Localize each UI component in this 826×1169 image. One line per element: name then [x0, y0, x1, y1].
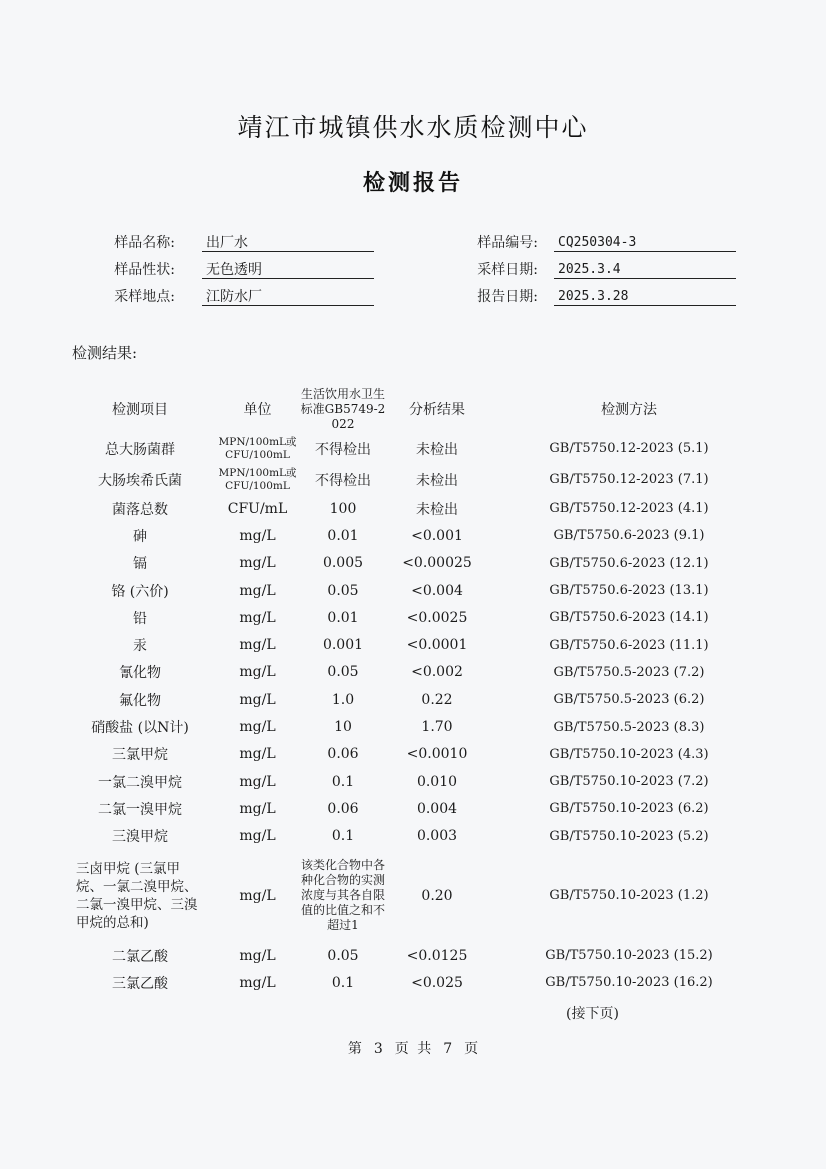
- row-standard: 0.1: [331, 828, 355, 845]
- row-method: GB/T5750.10-2023 (16.2): [545, 975, 713, 991]
- row-item: 大肠埃希氏菌: [98, 472, 182, 489]
- row-unit: mg/L: [239, 800, 276, 817]
- row-standard: 0.01: [327, 527, 359, 544]
- row-method: GB/T5750.6-2023 (11.1): [549, 637, 709, 653]
- row-standard: 0.1: [331, 773, 355, 790]
- row-item: 砷: [133, 528, 147, 545]
- row-item: 汞: [133, 638, 147, 655]
- sample-id-value: CQ250304-3: [554, 233, 736, 252]
- row-method: GB/T5750.5-2023 (8.3): [553, 719, 705, 735]
- row-standard: 0.001: [322, 637, 364, 654]
- row-result: <0.002: [411, 664, 463, 681]
- header-method: 检测方法: [601, 402, 657, 418]
- row-method: GB/T5750.6-2023 (13.1): [549, 583, 709, 599]
- row-unit: mg/L: [239, 637, 276, 654]
- results-section-label: 检测结果:: [72, 344, 138, 362]
- sample-state-value: 无色透明: [202, 260, 374, 279]
- row-result: 0.010: [416, 773, 458, 790]
- table-row: [70, 686, 770, 713]
- table-row: [70, 713, 770, 740]
- table-row: [70, 577, 770, 604]
- row-method: GB/T5750.12-2023 (7.1): [549, 472, 709, 487]
- row-result: <0.00025: [402, 555, 472, 572]
- sample-name-label: 样品名称:: [114, 235, 175, 251]
- sampling-date-label: 采样日期:: [477, 262, 538, 278]
- row-unit: mg/L: [239, 773, 276, 790]
- row-item: 硝酸盐 (以N计): [91, 720, 189, 737]
- row-standard: 0.1: [331, 974, 355, 991]
- sampling-date-value: 2025.3.4: [554, 260, 736, 279]
- row-result: <0.0025: [406, 609, 468, 626]
- row-unit: mg/L: [239, 691, 276, 708]
- table-row: [70, 850, 770, 942]
- row-item: 三氯甲烷: [112, 747, 168, 764]
- row-method: GB/T5750.10-2023 (6.2): [549, 801, 709, 817]
- table-row: [70, 631, 770, 658]
- row-standard: 100: [329, 500, 357, 517]
- row-method: GB/T5750.10-2023 (5.2): [549, 828, 709, 844]
- row-unit: mg/L: [239, 974, 276, 991]
- page-current: 3: [373, 1041, 383, 1057]
- row-item: 三氯乙酸: [112, 975, 168, 992]
- row-standard: 不得检出: [315, 441, 371, 458]
- header-unit: 单位: [243, 402, 272, 418]
- row-unit: mg/L: [239, 887, 276, 904]
- row-unit: mg/L: [239, 719, 276, 736]
- row-result: 0.22: [421, 691, 453, 708]
- row-result: 1.70: [421, 719, 453, 736]
- row-result: <0.004: [411, 582, 463, 599]
- table-row: [70, 795, 770, 822]
- row-item: 氰化物: [119, 665, 161, 682]
- page-mid: 页 共: [394, 1041, 432, 1057]
- row-result: <0.025: [411, 974, 463, 991]
- row-unit: mg/L: [239, 828, 276, 845]
- row-result: 未检出: [416, 472, 458, 489]
- row-standard: 0.06: [327, 746, 359, 763]
- row-standard: 1.0: [331, 691, 355, 708]
- row-method: GB/T5750.5-2023 (7.2): [553, 664, 705, 680]
- page-total: 7: [443, 1041, 453, 1057]
- page-suffix: 页: [464, 1041, 479, 1057]
- row-item: [70, 850, 210, 942]
- row-standard: 10: [334, 719, 352, 736]
- table-row: [70, 604, 770, 631]
- table-row: [70, 433, 770, 464]
- row-unit: mg/L: [239, 746, 276, 763]
- header-result: 分析结果: [409, 402, 465, 418]
- table-row: [70, 942, 770, 969]
- row-method: GB/T5750.10-2023 (7.2): [549, 774, 709, 790]
- row-unit: mg/L: [239, 664, 276, 681]
- page-prefix: 第: [347, 1041, 362, 1057]
- table-row: [70, 659, 770, 686]
- table-row: [70, 522, 770, 549]
- row-standard: 0.005: [322, 555, 364, 572]
- organization-title: 靖江市城镇供水水质检测中心: [237, 113, 589, 142]
- row-result: <0.001: [411, 527, 463, 544]
- row-item: 二氯一溴甲烷: [98, 801, 182, 818]
- row-standard: 0.05: [327, 582, 359, 599]
- row-unit: mg/L: [239, 582, 276, 599]
- row-unit: CFU/mL: [227, 500, 288, 517]
- table-row: [70, 495, 770, 522]
- row-method: GB/T5750.12-2023 (4.1): [549, 501, 709, 517]
- row-method: GB/T5750.10-2023 (15.2): [545, 948, 713, 963]
- table-header: [70, 385, 770, 433]
- row-item: 铅: [133, 610, 147, 627]
- header-item: 检测项目: [112, 402, 168, 418]
- row-item: 二氯乙酸: [112, 948, 168, 965]
- row-result: 未检出: [416, 441, 458, 458]
- row-item: 总大肠菌群: [105, 441, 175, 458]
- row-result: <0.0125: [406, 947, 468, 964]
- row-method: GB/T5750.6-2023 (12.1): [549, 555, 709, 571]
- row-item-text: 三卤甲烷 (三氯甲烷、一氯二溴甲烷、二氯一溴甲烷、三溴甲烷的总和): [76, 860, 198, 931]
- row-item: 三溴甲烷: [112, 829, 168, 846]
- table-row: [70, 741, 770, 768]
- row-method: GB/T5750.6-2023 (14.1): [549, 610, 709, 626]
- row-unit: mg/L: [239, 947, 276, 964]
- sample-name-value: 出厂水: [202, 233, 374, 252]
- row-standard: 0.05: [327, 664, 359, 681]
- row-method: GB/T5750.12-2023 (5.1): [549, 441, 709, 456]
- row-standard: 不得检出: [315, 472, 371, 489]
- report-date-value: 2025.3.28: [554, 287, 736, 306]
- row-method: GB/T5750.10-2023 (1.2): [549, 888, 709, 904]
- row-method: GB/T5750.6-2023 (9.1): [553, 528, 705, 544]
- table-row: [70, 550, 770, 577]
- row-standard: 0.06: [327, 800, 359, 817]
- report-title: 检测报告: [362, 171, 463, 196]
- row-result: <0.0010: [406, 746, 468, 763]
- row-result: 0.20: [421, 887, 453, 904]
- row-method: GB/T5750.5-2023 (6.2): [553, 692, 705, 708]
- table-row: [70, 823, 770, 850]
- header-standard: [283, 385, 403, 433]
- row-unit-text: MPN/100mL或CFU/100mL: [218, 466, 297, 492]
- row-result: 0.004: [416, 800, 458, 817]
- row-unit: mg/L: [239, 555, 276, 572]
- report-date-label: 报告日期:: [477, 289, 538, 305]
- sample-state-label: 样品性状:: [114, 262, 175, 278]
- row-item: 菌落总数: [112, 501, 168, 518]
- row-unit-text: MPN/100mL或CFU/100mL: [218, 435, 297, 461]
- row-result: <0.0001: [406, 637, 468, 654]
- row-unit: mg/L: [239, 609, 276, 626]
- row-result: 未检出: [416, 501, 458, 518]
- table-row: [70, 464, 770, 495]
- row-standard: 0.01: [327, 609, 359, 626]
- row-standard: [283, 850, 403, 942]
- row-unit: mg/L: [239, 527, 276, 544]
- table-row: [70, 768, 770, 795]
- row-standard: 0.05: [327, 947, 359, 964]
- continued-note: (接下页): [566, 1006, 619, 1022]
- row-result: 0.003: [416, 828, 458, 845]
- table-row: [70, 969, 770, 996]
- results-table: [70, 385, 770, 996]
- row-item: 镉: [133, 556, 147, 573]
- row-standard-text: 该类化合物中各种化合物的实测浓度与其各自限值的比值之和不超过1: [300, 858, 385, 933]
- page-number-footer: [0, 1038, 826, 1058]
- sample-id-label: 样品编号:: [477, 235, 538, 251]
- row-item: 铬 (六价): [111, 583, 169, 600]
- sampling-location-label: 采样地点:: [114, 289, 175, 305]
- row-method: GB/T5750.10-2023 (4.3): [549, 746, 709, 762]
- row-item: 氟化物: [119, 692, 161, 709]
- sampling-location-value: 江防水厂: [202, 287, 374, 306]
- header-standard-text: 生活饮用水卫生标准GB5749-2022: [300, 386, 386, 431]
- row-item: 一氯二溴甲烷: [98, 774, 182, 791]
